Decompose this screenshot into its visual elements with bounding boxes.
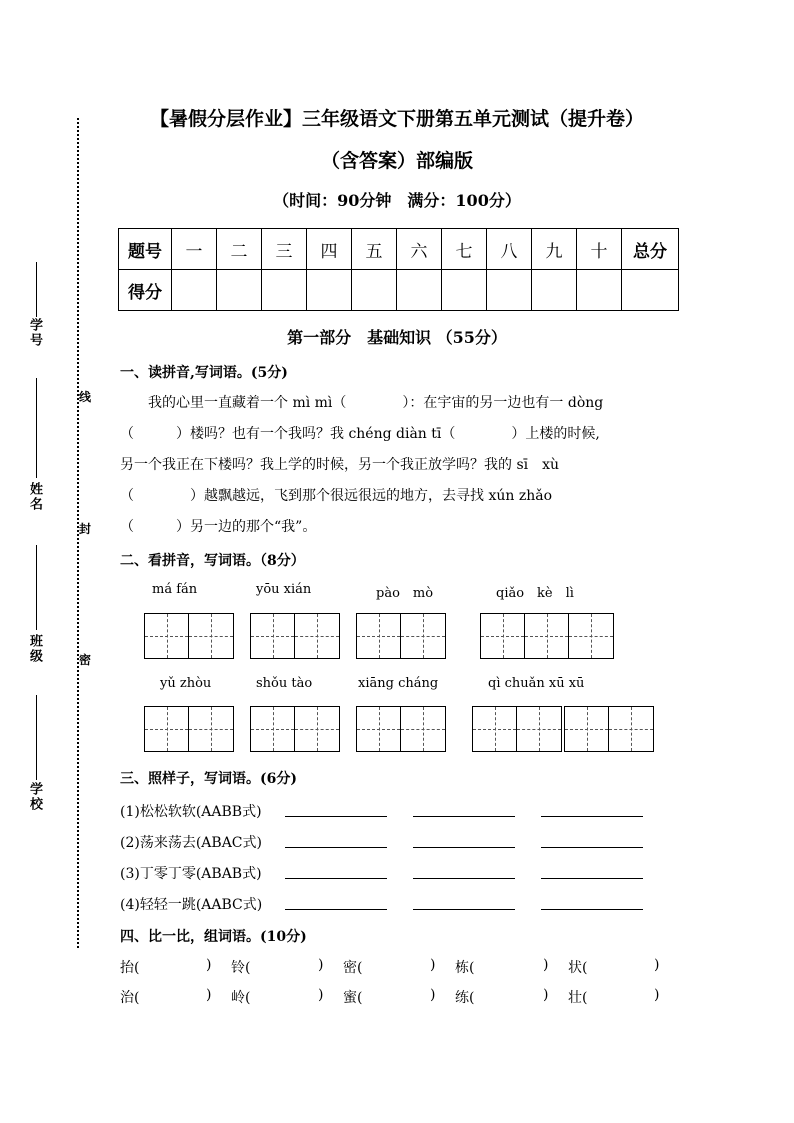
compare-item: 治( xyxy=(120,990,140,1006)
section1-line: 我的心里一直藏着一个 mì mì（ ）：在宇宙的另一边也有一 dòng xyxy=(120,395,604,411)
pattern-example: (1)松松软软(AABB式) xyxy=(120,804,262,820)
score-cell[interactable] xyxy=(352,270,397,311)
table-header-cell: 三 xyxy=(262,229,307,270)
answer-line[interactable] xyxy=(285,847,387,848)
pinyin-label: xiāng cháng xyxy=(358,676,439,691)
section1-line: （ ）越飘越远，飞到那个很远很远的地方，去寻找 xún zhǎo xyxy=(120,488,552,504)
compare-item: 壮( xyxy=(568,990,588,1006)
pinyin-label: má fán xyxy=(152,582,198,597)
compare-close: ) xyxy=(430,957,436,973)
section2-heading: 二、看拼音，写词语。（8分） xyxy=(120,553,305,569)
compare-item: 练( xyxy=(455,990,475,1006)
score-cell[interactable] xyxy=(217,270,262,311)
compare-item: 密( xyxy=(343,960,363,976)
table-header-cell: 七 xyxy=(442,229,487,270)
pinyin-label: qiǎo kè lì xyxy=(496,586,574,601)
binding-char-feng: 封 xyxy=(79,522,92,536)
section4-heading: 四、比一比，组词语。(10分) xyxy=(120,929,307,945)
student-id-line xyxy=(36,262,37,317)
score-cell[interactable] xyxy=(577,270,622,311)
compare-close: ) xyxy=(206,957,212,973)
score-cell[interactable] xyxy=(442,270,487,311)
answer-line[interactable] xyxy=(541,878,643,879)
writing-grid[interactable] xyxy=(564,706,654,752)
table-header-cell: 十 xyxy=(577,229,622,270)
section3-heading: 三、照样子，写词语。(6分) xyxy=(120,771,297,787)
compare-item: 蜜( xyxy=(343,990,363,1006)
school-label: 学校 xyxy=(27,782,42,812)
compare-item: 岭( xyxy=(231,990,251,1006)
table-header-cell: 五 xyxy=(352,229,397,270)
answer-line[interactable] xyxy=(541,847,643,848)
table-header-cell: 题号 xyxy=(119,229,172,270)
school-line xyxy=(36,695,37,780)
compare-item: 抬( xyxy=(120,960,140,976)
table-header-cell: 四 xyxy=(307,229,352,270)
score-cell[interactable] xyxy=(532,270,577,311)
name-label: 姓名 xyxy=(27,482,42,512)
section1-heading: 一、读拼音,写词语。(5分) xyxy=(120,365,288,381)
compare-item: 铃( xyxy=(231,960,251,976)
score-cell[interactable] xyxy=(307,270,352,311)
compare-close: ) xyxy=(318,987,324,1003)
part1-title: 第一部分 基础知识 （55分） xyxy=(287,328,507,347)
pinyin-label: qì chuǎn xū xū xyxy=(488,676,585,691)
answer-line[interactable] xyxy=(541,816,643,817)
compare-item: 栋( xyxy=(455,960,475,976)
section1-line: （ ）楼吗？也有一个我吗？我 chéng diàn tī（ ）上楼的时候, xyxy=(120,426,600,442)
compare-close: ) xyxy=(318,957,324,973)
score-row-label: 得分 xyxy=(119,270,172,311)
answer-line[interactable] xyxy=(541,909,643,910)
compare-close: ) xyxy=(206,987,212,1003)
pattern-example: (4)轻轻一跳(AABC式) xyxy=(120,897,263,913)
answer-line[interactable] xyxy=(413,878,515,879)
table-header-cell: 八 xyxy=(487,229,532,270)
pattern-example: (2)荡来荡去(ABAC式) xyxy=(120,835,262,851)
answer-line[interactable] xyxy=(285,878,387,879)
answer-line[interactable] xyxy=(413,847,515,848)
compare-close: ) xyxy=(543,957,549,973)
score-cell[interactable] xyxy=(487,270,532,311)
compare-close: ) xyxy=(543,987,549,1003)
writing-grid[interactable] xyxy=(356,706,446,752)
writing-grid[interactable] xyxy=(356,613,446,659)
document-title-line1: 【暑假分层作业】三年级语文下册第五单元测试（提升卷） xyxy=(149,108,644,130)
table-header-cell: 一 xyxy=(172,229,217,270)
writing-grid[interactable] xyxy=(250,613,340,659)
writing-grid[interactable] xyxy=(472,706,562,752)
writing-grid[interactable] xyxy=(250,706,340,752)
table-header-cell: 六 xyxy=(397,229,442,270)
answer-line[interactable] xyxy=(413,816,515,817)
pinyin-label: shǒu tào xyxy=(256,676,313,691)
binding-char-xian: 线 xyxy=(79,390,92,404)
section1-line: （ ）另一边的那个“我”。 xyxy=(120,519,317,535)
compare-close: ) xyxy=(654,987,660,1003)
table-header-cell: 九 xyxy=(532,229,577,270)
score-cell[interactable] xyxy=(262,270,307,311)
score-table-score-row xyxy=(119,270,679,311)
compare-close: ) xyxy=(430,987,436,1003)
table-header-cell: 二 xyxy=(217,229,262,270)
document-title-line2: （含答案）部编版 xyxy=(320,150,473,172)
score-cell[interactable] xyxy=(172,270,217,311)
student-id-label: 学号 xyxy=(27,318,42,348)
compare-close: ) xyxy=(654,957,660,973)
exam-time-info: （时间：90分钟 满分：100分） xyxy=(273,191,521,210)
answer-line[interactable] xyxy=(285,909,387,910)
score-table xyxy=(118,228,679,311)
pinyin-label: yōu xián xyxy=(256,582,312,597)
score-cell[interactable] xyxy=(622,270,679,311)
table-header-cell: 总分 xyxy=(622,229,679,270)
section1-line: 另一个我正在下楼吗？我上学的时候，另一个我正放学吗？我的 sī xù xyxy=(120,457,560,473)
answer-line[interactable] xyxy=(413,909,515,910)
pinyin-label: yǔ zhòu xyxy=(160,676,212,691)
score-table-header-row xyxy=(119,229,679,270)
score-cell[interactable] xyxy=(397,270,442,311)
class-line xyxy=(36,545,37,630)
writing-grid[interactable] xyxy=(144,613,234,659)
class-label: 班级 xyxy=(27,634,42,664)
compare-item: 状( xyxy=(568,960,588,976)
pattern-example: (3)丁零丁零(ABAB式) xyxy=(120,866,262,882)
writing-grid[interactable] xyxy=(144,706,234,752)
writing-grid[interactable] xyxy=(480,613,614,659)
name-line xyxy=(36,378,37,478)
binding-char-mi: 密 xyxy=(79,653,92,667)
answer-line[interactable] xyxy=(285,816,387,817)
pinyin-label: pào mò xyxy=(376,586,434,601)
